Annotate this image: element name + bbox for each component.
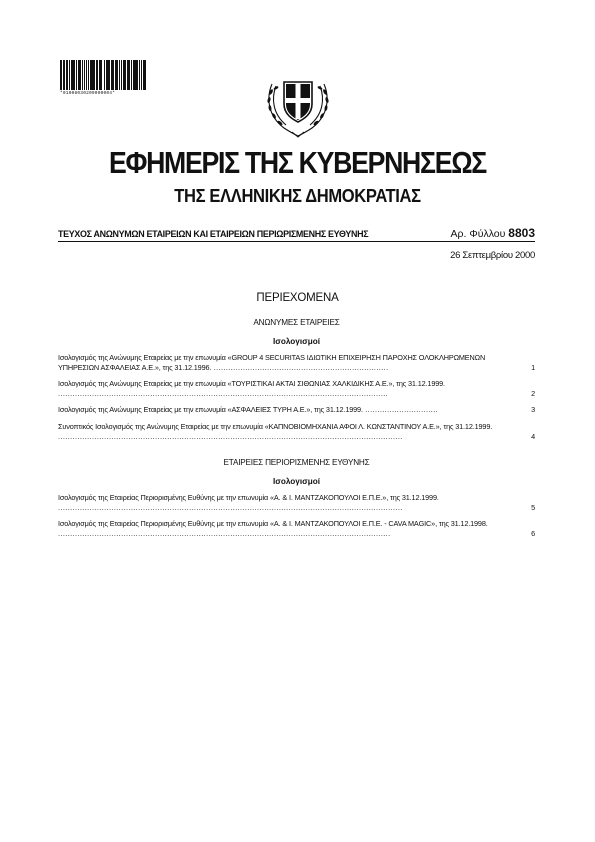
contents-entry[interactable]	[58, 379, 535, 398]
contents-entry[interactable]	[58, 493, 535, 512]
entry-text: Ισολογισμός της Ανώνυμης Εταιρείας με την επωνυμία «ΑΣΦΑΛΕΙΕΣ ΤΥΡΗ Α.Ε.», της 31.12.1999.	[58, 405, 363, 415]
barcode-bar	[127, 60, 130, 90]
issue-date: 26 Σεπτεμβρίου 2000	[450, 250, 535, 261]
issue-row	[58, 226, 535, 240]
contents-entry[interactable]	[58, 422, 535, 441]
entry-page: 3	[531, 405, 535, 415]
contents-entry[interactable]	[58, 519, 535, 538]
barcode-bar	[136, 60, 138, 90]
dot-leader: ..............................................................................................................................................	[58, 502, 403, 512]
contents-entry[interactable]	[58, 353, 535, 372]
contents-entry[interactable]	[58, 405, 535, 415]
issue-title: ΤΕΥΧΟΣ ΑΝΩΝΥΜΩΝ ΕΤΑΙΡΕΙΩΝ ΚΑΙ ΕΤΑΙΡΕΙΩΝ ΠΕΡΙΩΡΙΣΜΕΝΗΣ ΕΥΘΥΝΗΣ	[58, 229, 369, 240]
entry-text: Ισολογισμός της Ανώνυμης Εταιρείας με την επωνυμία «GROUP 4 SECURITAS ΙΔΙΩΤΙΚΗ ΕΠΙΧΕΙΡΗΣΗ ΠΑΡΟΧΗΣ ΟΛΟΚΛΗΡΩΜΕΝΩΝ ΥΠΗΡΕΣΙΩΝ ΑΣΦΑΛΕΙΑΣ Α.Ε.», της 31.12.1996.	[58, 353, 486, 372]
barcode-bar	[86, 60, 87, 90]
issue-number: 8803	[508, 226, 535, 240]
entry-page: 5	[531, 502, 535, 512]
section-heading: ΕΤΑΙΡΕΙΕΣ ΠΕΡΙΟΡΙΣΜΕΝΗΣ ΕΥΘΥΝΗΣ	[223, 458, 370, 467]
coat-of-arms-icon	[262, 64, 334, 140]
contents-title: ΠΕΡΙΕΧΟΜΕΝΑ	[256, 292, 339, 304]
entry-text: Ισολογισμός της Ανώνυμης Εταιρείας με την επωνυμία «ΤΟΥΡΙΣΤΙΚΑΙ ΑΚΤΑΙ ΣΙΘΩΝΙΑΣ ΧΑΛΚΙΔΙΚΗΣ Α.Ε.», της 31.12.1999.	[58, 379, 445, 389]
barcode-bar	[107, 60, 110, 90]
header-rule	[58, 241, 535, 242]
entry-page: 1	[531, 362, 535, 372]
dot-leader: ........................................................................................................................................	[58, 388, 389, 398]
gazette-subtitle: ΤΗΣ ΕΛΛΗΝΙΚΗΣ ΔΗΜΟΚΡΑΤΙΑΣ	[174, 186, 421, 206]
dot-leader: .........................................................................................................................................	[58, 528, 391, 538]
barcode-bar	[76, 60, 77, 90]
entry-text: Συνοπτικός Ισολογισμός της Ανώνυμης Εταιρείας με την επωνυμία «ΚΑΠΝΟΒΙΟΜΗΧΑΝΙΑ ΑΦΟΙ Λ. ΚΩΝΣΤΑΝΤΙΝΟΥ Α.Ε.», της 31.12.1999.	[58, 421, 493, 431]
issue-number-block	[451, 226, 535, 240]
section-heading: ΑΝΩΝΥΜΕΣ ΕΤΑΙΡΕΙΕΣ	[253, 318, 340, 327]
barcode-bar	[60, 60, 62, 90]
section-anonymous-companies	[58, 318, 535, 441]
entry-page: 2	[531, 388, 535, 398]
masthead	[0, 146, 595, 207]
barcode-bar	[131, 60, 132, 90]
entry-text: Ισολογισμός της Εταιρείας Περιορισμένης Ευθύνης με την επωνυμία «Α. & Ι. ΜΑΝΤΖΑΚΟΠΟΥΛΟΙ Ε.Π.Ε.», της 31.12.1999.	[58, 493, 439, 502]
issue-number-prefix: Αρ. Φύλλου	[450, 228, 506, 240]
barcode-bar	[141, 60, 142, 90]
entry-text: Ισολογισμός της Εταιρείας Περιορισμένης Ευθύνης με την επωνυμία «Α. & Ι. ΜΑΝΤΖΑΚΟΠΟΥΛΟΙ Ε.Π.Ε. - CAVA MAGIC», της 31.12.1998.	[58, 519, 488, 529]
barcode-bar	[92, 60, 95, 90]
section-limited-liability-companies	[58, 458, 535, 538]
barcode-bar	[72, 60, 75, 90]
barcode-bar	[121, 60, 122, 90]
barcode-number: *01008030209000004*	[60, 91, 116, 96]
barcode-bar	[101, 60, 102, 90]
dot-leader: ..............................	[362, 405, 439, 415]
barcode-bars	[60, 60, 148, 90]
section-subheading: Ισολογισμοί	[272, 337, 321, 346]
section-subheading: Ισολογισμοί	[272, 477, 321, 486]
entry-page: 4	[531, 431, 535, 441]
dot-leader: ........................................................................	[211, 362, 389, 372]
entry-page: 6	[531, 528, 535, 538]
barcode-bar	[104, 60, 105, 90]
barcode	[60, 60, 148, 100]
barcode-bar	[117, 60, 118, 90]
dot-leader: ..............................................................................................................................................	[58, 431, 403, 441]
gazette-title: ΕΦΗΜΕΡΙΣ ΤΗΣ ΚΥΒΕΡΝΗΣΕΩΣ	[108, 145, 487, 180]
barcode-bar	[145, 60, 146, 90]
barcode-bar	[66, 60, 68, 90]
barcode-bar	[84, 60, 85, 90]
